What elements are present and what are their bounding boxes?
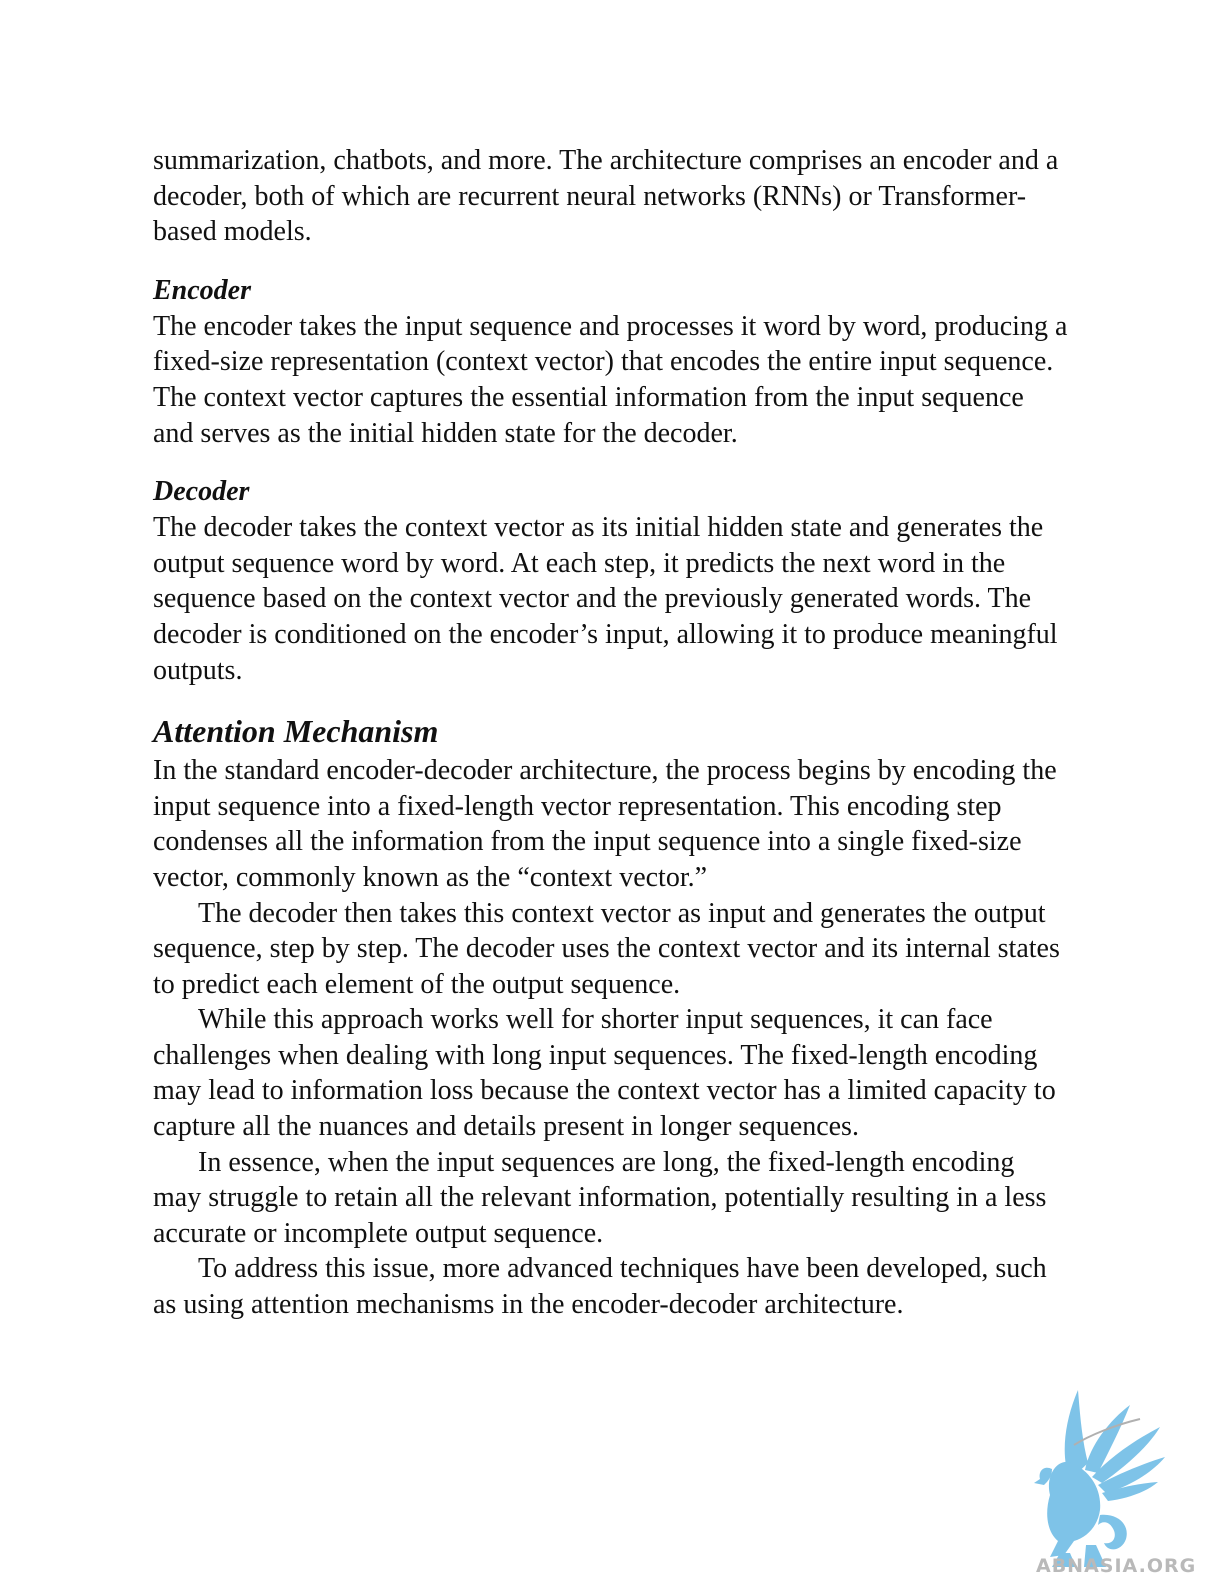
attention-paragraph-4: In essence, when the input sequences are long, the fixed-length encoding may struggle to retain all the relevant information, potentially resulting in a less accurate or incomplete output sequence. xyxy=(153,1146,1047,1249)
decoder-paragraph: The decoder takes the context vector as its initial hidden state and generates the output sequence word by word. At each step, it predicts the next word in the sequence based on the context vector and the previously generated words. The decoder is conditioned on the encoder’s input, allowing it to produce meaningful outputs. xyxy=(153,512,1058,686)
attention-paragraph-2: The decoder then takes this context vector as input and generates the output sequence, step by step. The decoder uses the context vector and its internal states to predict each element of the output sequence. xyxy=(153,897,1060,1000)
intro-paragraph: summarization, chatbots, and more. The architecture comprises an encoder and a decoder, both of which are recurrent neural networks (RNNs) or Transformer-based models. xyxy=(153,145,1059,248)
attention-paragraph-1: In the standard encoder-decoder architecture, the process begins by encoding the input sequence into a fixed-length vector representation. This encoding step condenses all the information from the input sequence into a single fixed-size vector, commonly known as the “context vector.” xyxy=(153,755,1057,893)
attention-paragraph-3: While this approach works well for shorter input sequences, it can face challenges when dealing with long input sequences. The fixed-length encoding may lead to information loss because the context vector has a limited capacity to capture all the nuances and details present in longer sequences. xyxy=(153,1004,1056,1143)
attention-heading: Attention Mechanism xyxy=(153,713,439,750)
encoder-paragraph: The encoder takes the input sequence and processes it word by word, producing a fixed-size representation (context vector) that encodes the entire input sequence. The context vector captures the essential information from the input sequence and serves as the initial hidden state for the decoder. xyxy=(153,310,1068,449)
attention-paragraph-5: To address this issue, more advanced techniques have been developed, such as using attention mechanisms in the encoder-decoder architecture. xyxy=(153,1253,1047,1321)
page-content xyxy=(153,143,1068,1323)
encoder-heading: Encoder xyxy=(153,274,251,306)
decoder-heading: Decoder xyxy=(153,476,250,508)
griffin-logo-icon xyxy=(1030,1385,1180,1575)
watermark-text: ABNASIA.ORG xyxy=(1036,1555,1197,1577)
